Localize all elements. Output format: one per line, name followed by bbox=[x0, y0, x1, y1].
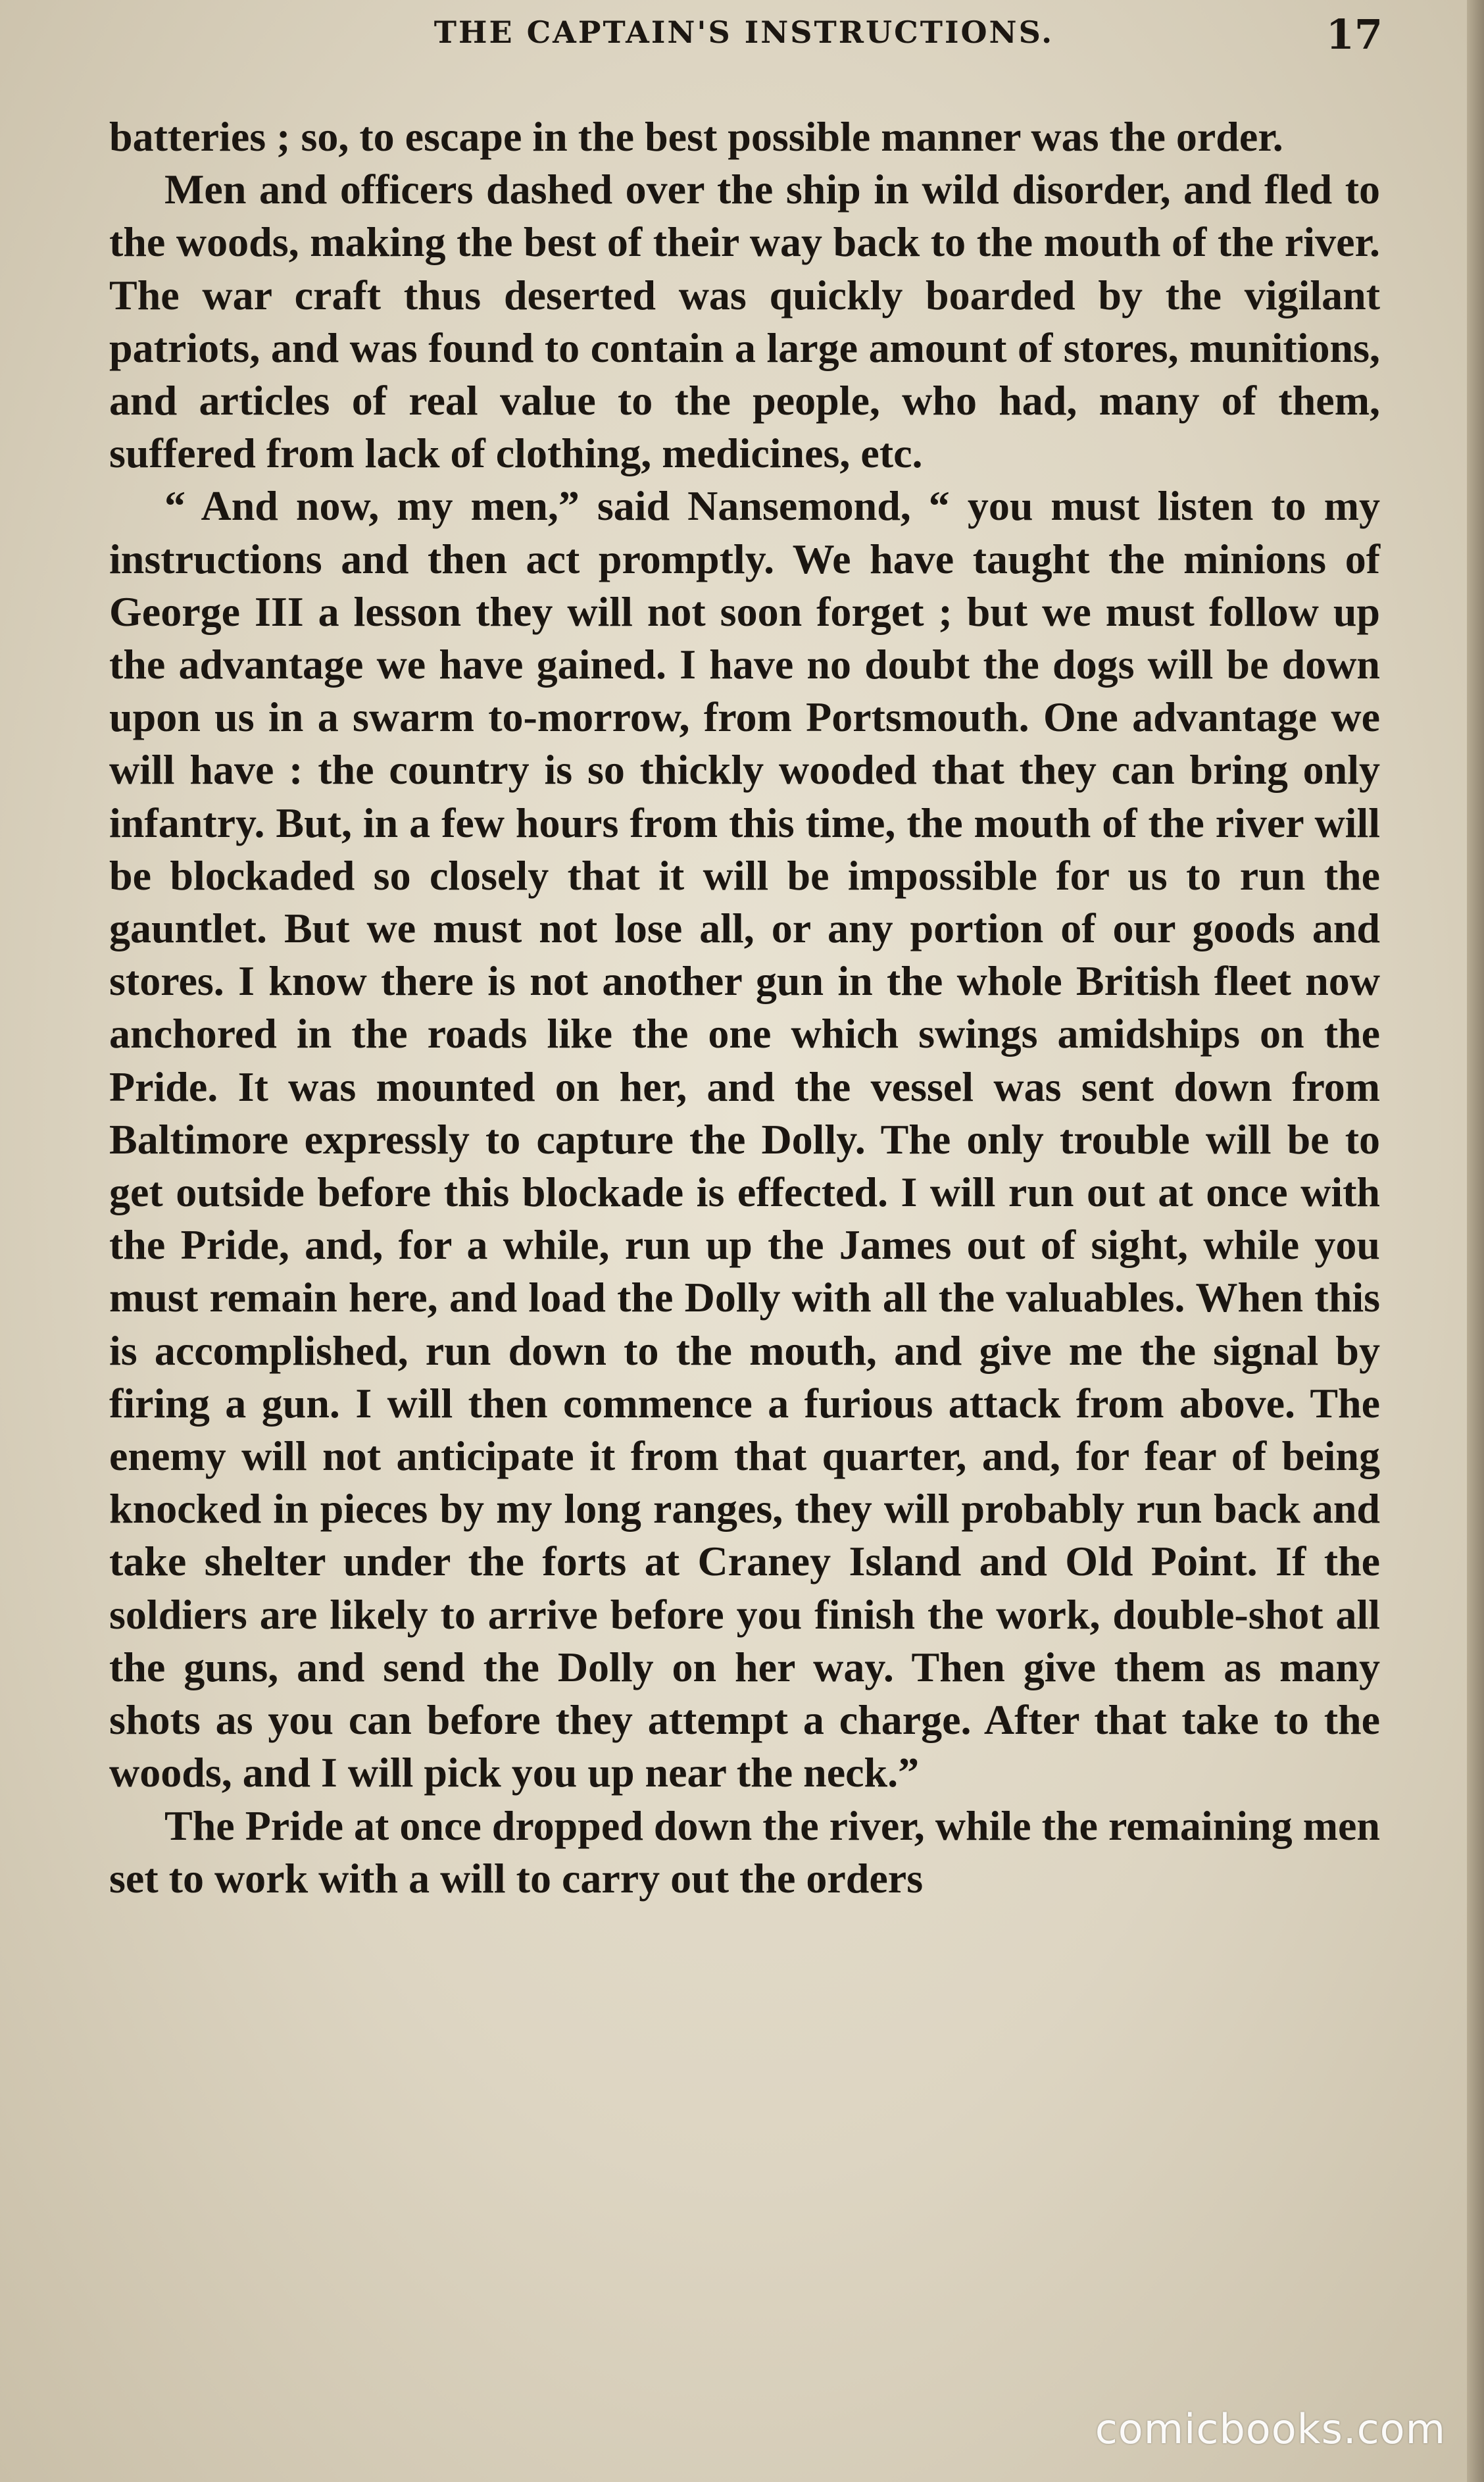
running-title: THE CAPTAIN'S INSTRUCTIONS. bbox=[433, 14, 1054, 50]
paragraph: batteries ; so, to escape in the best possible manner was the order. bbox=[109, 113, 1283, 160]
paragraph: The Pride at once dropped down the river, while the remaining men set to work with a will to carry out the orders bbox=[109, 1802, 1380, 1902]
running-head bbox=[105, 11, 1383, 67]
body-text bbox=[109, 111, 1380, 1905]
watermark-logo: comicbooks.com bbox=[1095, 2405, 1446, 2453]
paragraph: “ And now, my men,” said Nansemond, “ you must listen to my instructions and then act promptly. We have taught the minions of George III a lesson they will not soon forget ; but we must follow up the advantage we have gained. I have no doubt the dogs will be down upon us in a swarm to-morrow, from Portsmouth. One advantage we will have : the country is so thickly wooded that they can bring only infantry. But, in a few hours from this time, the mouth of the river will be blockaded so closely that it will be impossible for us to run the gauntlet. But we must not lose all, or any portion of our goods and stores. I know there is not another gun in the whole British fleet now anchored in the roads like the one which swings amidships on the Pride. It was mounted on her, and the vessel was sent down from Baltimore expressly to capture the Dolly. The only trouble will be to get outside before this blockade is effected. I will run out at once with the Pride, and, for a while, run up the James out of sight, while you must remain here, and load the Dolly with all the valuables. When this is accomplished, run down to the mouth, and give me the signal by firing a gun. I will then commence a furious attack from above. The enemy will not anticipate it from that quarter, and, for fear of being knocked in pieces by my long ranges, they will probably run back and take shelter under the forts at Craney Island and Old Point. If the soldiers are likely to arrive before you finish the work, double-shot all the guns, and send the Dolly on her way. Then give them as many shots as you can before they attempt a charge. After that take to the woods, and I will pick you up near the neck.” bbox=[109, 482, 1380, 1796]
page-edge-shadow bbox=[1467, 0, 1484, 2482]
page-number: 17 bbox=[1325, 11, 1383, 59]
paragraph: Men and officers dashed over the ship in wild disorder, and fled to the woods, making the best of their way back to the mouth of the river. The war craft thus deserted was quickly boarded by the vigilant patriots, and was found to contain a large amount of stores, munitions, and articles of real value to the people, who had, many of them, suffered from lack of clothing, medicines, etc. bbox=[109, 166, 1380, 477]
